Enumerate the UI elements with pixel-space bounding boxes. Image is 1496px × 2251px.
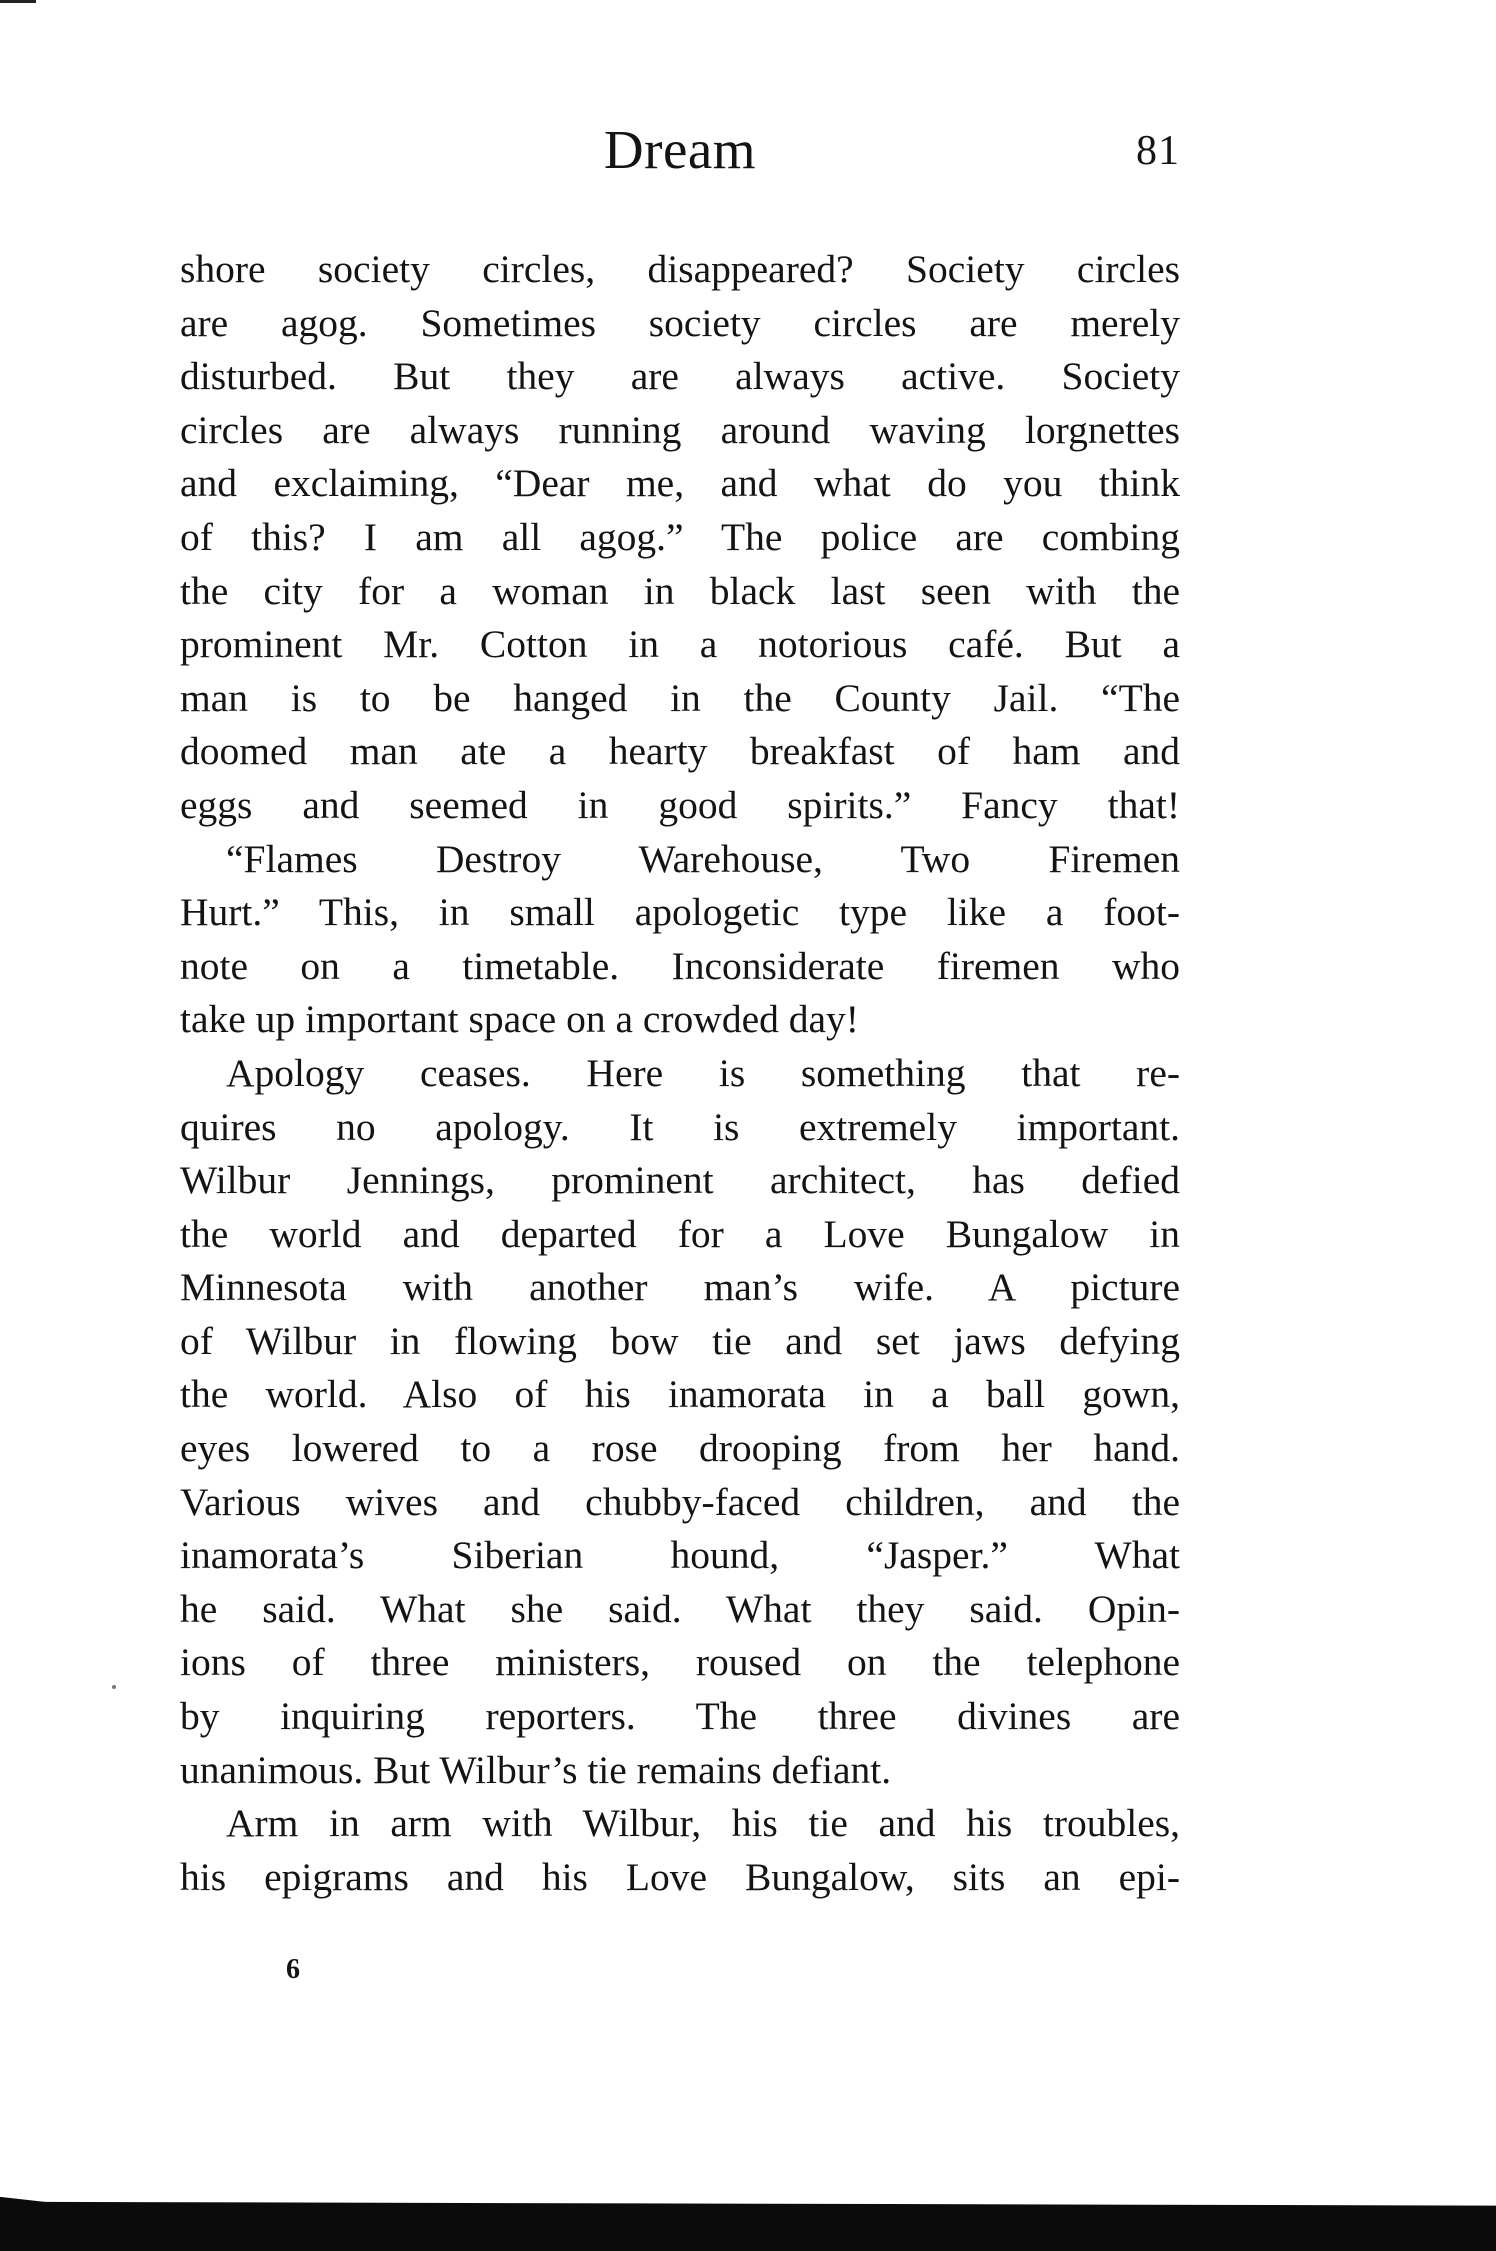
text-line: man is to be hanged in the County Jail. “The bbox=[180, 675, 1180, 720]
text-line: Minnesota with another man’s wife. A picture bbox=[180, 1265, 1180, 1310]
signature-mark: 6 bbox=[286, 1954, 300, 1985]
text-line: and exclaiming, “Dear me, and what do you think bbox=[180, 461, 1180, 506]
text-line: he said. What she said. What they said. Opin- bbox=[180, 1586, 1180, 1631]
text-line: eggs and seemed in good spirits.” Fancy that! bbox=[180, 782, 1180, 827]
page-number: 81 bbox=[1136, 128, 1180, 174]
text-line: doomed man ate a hearty breakfast of ham and bbox=[180, 729, 1180, 774]
scan-corner-mark bbox=[0, 0, 36, 3]
text-line: circles are always running around waving lorgnettes bbox=[180, 407, 1180, 452]
text-line: Hurt.” This, in small apologetic type like a foot- bbox=[180, 890, 1180, 935]
text-line: Arm in arm with Wilbur, his tie and his troubles, bbox=[226, 1801, 1180, 1846]
text-line: of this? I am all agog.” The police are combing bbox=[180, 514, 1180, 559]
text-line: take up important space on a crowded day! bbox=[180, 997, 859, 1042]
text-line: of Wilbur in flowing bow tie and set jaws defying bbox=[180, 1318, 1180, 1363]
text-line: are agog. Sometimes society circles are merely bbox=[180, 300, 1180, 345]
running-head bbox=[180, 118, 1180, 188]
paragraph bbox=[180, 1797, 1180, 1904]
text-line: shore society circles, disappeared? Society circles bbox=[180, 247, 1180, 291]
text-line: by inquiring reporters. The three divines are bbox=[180, 1694, 1180, 1739]
text-line: note on a timetable. Inconsiderate firemen who bbox=[180, 943, 1180, 988]
text-line: unanimous. But Wilbur’s tie remains defiant. bbox=[180, 1747, 892, 1792]
text-line: his epigrams and his Love Bungalow, sits an epi- bbox=[180, 1854, 1180, 1899]
text-line: the world. Also of his inamorata in a ball gown, bbox=[180, 1372, 1180, 1417]
text-line: the city for a woman in black last seen with the bbox=[180, 568, 1180, 613]
text-line: quires no apology. It is extremely important. bbox=[180, 1104, 1180, 1149]
text-line: prominent Mr. Cotton in a notorious café. But a bbox=[180, 622, 1180, 667]
running-title: Dream bbox=[603, 119, 757, 180]
paragraph bbox=[180, 243, 1180, 833]
text-line: Apology ceases. Here is something that re- bbox=[226, 1050, 1180, 1095]
text-line: inamorata’s Siberian hound, “Jasper.” What bbox=[180, 1533, 1180, 1578]
text-line: eyes lowered to a rose drooping from her hand. bbox=[180, 1426, 1180, 1471]
scan-edge-shadow bbox=[0, 2188, 1496, 2251]
text-line: Various wives and chubby-faced children, and the bbox=[180, 1479, 1180, 1524]
scan-speck bbox=[112, 1685, 116, 1689]
text-line: Wilbur Jennings, prominent architect, has defied bbox=[180, 1158, 1180, 1203]
body-text bbox=[180, 243, 1180, 1904]
text-line: ions of three ministers, roused on the telephone bbox=[180, 1640, 1180, 1685]
paragraph bbox=[180, 833, 1180, 1047]
text-line: “Flames Destroy Warehouse, Two Firemen bbox=[226, 836, 1180, 881]
text-line: disturbed. But they are always active. Society bbox=[180, 354, 1180, 399]
text-line: the world and departed for a Love Bungalow in bbox=[180, 1211, 1180, 1256]
paragraph bbox=[180, 1047, 1180, 1797]
